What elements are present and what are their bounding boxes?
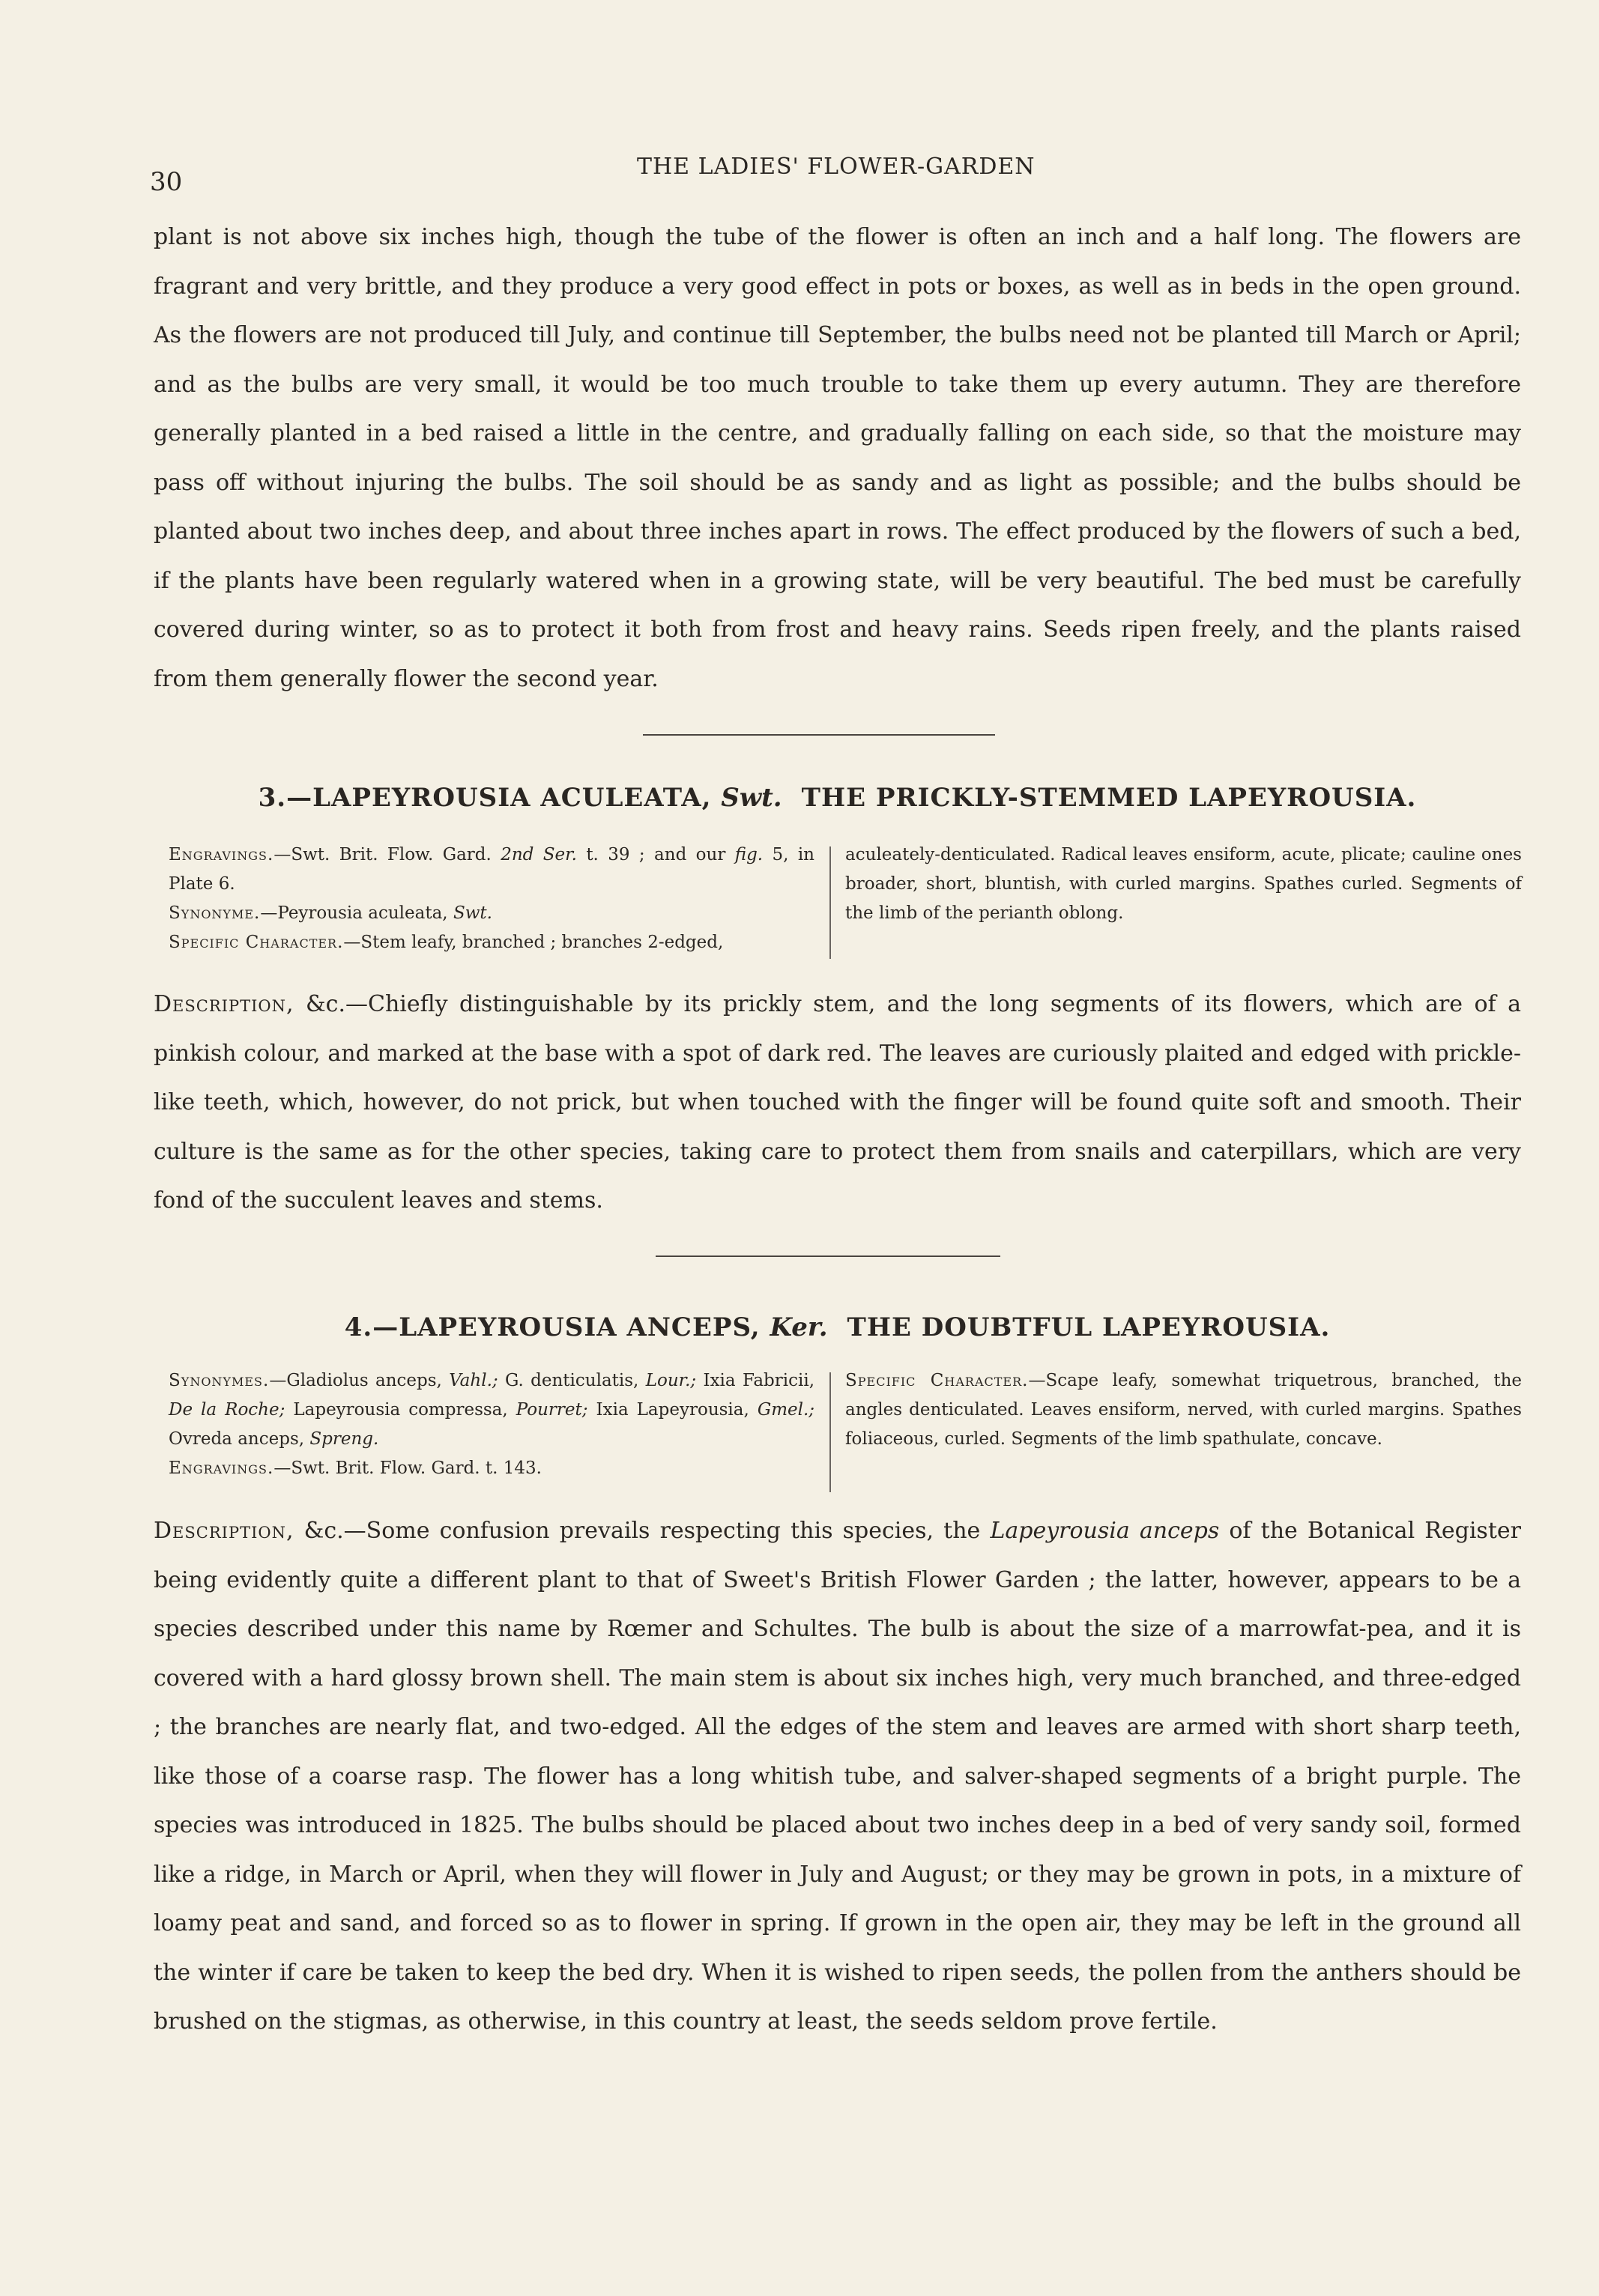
- author-abbrev: Swt.: [721, 783, 782, 813]
- description-label: Description,: [154, 1518, 294, 1544]
- running-head: [150, 154, 1521, 199]
- page-number: 30: [150, 167, 183, 197]
- notes-left-column: [169, 1366, 814, 1483]
- specific-character-note: Specific Character.—Scape leafy, somewhat triquetrous, branched, the angles denticulated. Leaves ensiform, nerved, with curled margins. Spathes foliaceous, curled. Segments of the limb spathulate, concave.: [845, 1371, 1522, 1449]
- section-divider: [643, 734, 995, 736]
- column-divider: [829, 846, 831, 959]
- synonyme-note: Synonyme.—Peyrousia aculeata, Swt.: [169, 903, 492, 923]
- section-4-heading: [154, 1312, 1521, 1342]
- engravings-label: Engravings.: [169, 1459, 274, 1478]
- engravings-note: Engravings.—Swt. Brit. Flow. Gard. 2nd Ser. t. 39 ; and our fig. 5, in Plate 6.: [169, 845, 815, 894]
- latin-species-reference: Lapeyrousia anceps: [990, 1518, 1220, 1544]
- common-name: THE DOUBTFUL LAPEYROUSIA.: [847, 1312, 1331, 1342]
- specific-character-label: Specific Character.: [169, 933, 344, 952]
- section-3-heading: [154, 783, 1521, 813]
- description-label: Description,: [154, 991, 294, 1017]
- synonyme-label: Synonyme.: [169, 903, 261, 923]
- common-name: THE PRICKLY-STEMMED LAPEYROUSIA.: [801, 783, 1417, 813]
- engravings-label: Engravings.: [169, 845, 274, 864]
- section-4-description: Description, &c.—Some confusion prevails respecting this species, the Lapeyrousia anceps of the Botanical Register being evidently quite a different plant to that of Sweet's British Flower Garden ; the latter, however, appears to be a species described under this name by Rœmer and Schultes. The bulb is about the size of a marrowfat-pea, and it is covered with a hard glossy brown shell. The main stem is about six inches high, very much branched, and three-edged ; the branches are nearly flat, and two-edged. All the edges of the stem and leaves are armed with short sharp teeth, like those of a coarse rasp. The flower has a long whitish tube, and salver-shaped segments of a bright purple. The species was introduced in 1825. The bulbs should be placed about two inches deep in a bed of very sandy soil, formed like a ridge, in March or April, when they will flower in July and August; or they may be grown in pots, in a mixture of loamy peat and sand, and forced so as to flower in spring. If grown in the open air, they may be left in the ground all the winter if care be taken to keep the bed dry. When it is wished to ripen seeds, the pollen from the anthers should be brushed on the stigmas, as otherwise, in this country at least, the seeds seldom prove fertile.: [154, 1518, 1521, 2035]
- section-divider: [656, 1255, 1000, 1257]
- synonymes-label: Synonymes.: [169, 1371, 270, 1390]
- specific-character-note: Specific Character.—Stem leafy, branched ; branches 2-edged,: [169, 933, 724, 952]
- synonymes-note: Synonymes.—Gladiolus anceps, Vahl.; G. denticulatis, Lour.; Ixia Fabricii, De la Roche; Lapeyrousia compressa, Pourret; Ixia Lapeyrousia, Gmel.; Ovreda anceps, Spreng.: [169, 1371, 815, 1449]
- running-title: THE LADIES' FLOWER-GARDEN: [637, 154, 1036, 180]
- latin-name: LAPEYROUSIA ANCEPS,: [399, 1312, 761, 1342]
- latin-name: LAPEYROUSIA ACULEATA,: [312, 783, 712, 813]
- section-number: 3.—: [258, 783, 313, 813]
- specific-character-label: Specific Character.: [845, 1371, 1029, 1390]
- section-3-description: Description, &c.—Chiefly distinguishable by its prickly stem, and the long segments of its flowers, which are of a pinkish colour, and marked at the base with a spot of dark red. The leaves are curiously plaited and edged with prickle-like teeth, which, however, do not prick, but when touched with the finger will be found quite soft and smooth. Their culture is the same as for the other species, taking care to protect them from snails and caterpillars, which are very fond of the succulent leaves and stems.: [154, 991, 1521, 1214]
- notes-left-column: [169, 840, 814, 957]
- author-abbrev: Ker.: [770, 1312, 828, 1342]
- notes-right-column: aculeately-denticulated. Radical leaves ensiform, acute, plicate; cauline ones broader, short, bluntish, with curled margins. Spathes curled. Segments of the limb of the perianth oblong.: [845, 845, 1522, 923]
- lead-paragraph: plant is not above six inches high, though the tube of the flower is often an inch and a half long. The flowers are fragrant and very brittle, and they produce a very good effect in pots or boxes, as well as in beds in the open ground. As the flowers are not produced till July, and continue till September, the bulbs need not be planted till March or April; and as the bulbs are very small, it would be too much trouble to take them up every autumn. They are therefore generally planted in a bed raised a little in the centre, and gradually falling on each side, so that the moisture may pass off without injuring the bulbs. The soil should be as sandy and as light as possible; and the bulbs should be planted about two inches deep, and about three inches apart in rows. The effect produced by the flowers of such a bed, if the plants have been regularly watered when in a growing state, will be very beautiful. The bed must be carefully covered during winter, so as to protect it both from frost and heavy rains. Seeds ripen freely, and the plants raised from them generally flower the second year.: [154, 224, 1521, 692]
- engravings-note: Engravings.—Swt. Brit. Flow. Gard. t. 143.: [169, 1459, 542, 1478]
- section-number: 4.—: [344, 1312, 399, 1342]
- notes-right-column: [845, 1366, 1522, 1454]
- column-divider: [829, 1372, 831, 1492]
